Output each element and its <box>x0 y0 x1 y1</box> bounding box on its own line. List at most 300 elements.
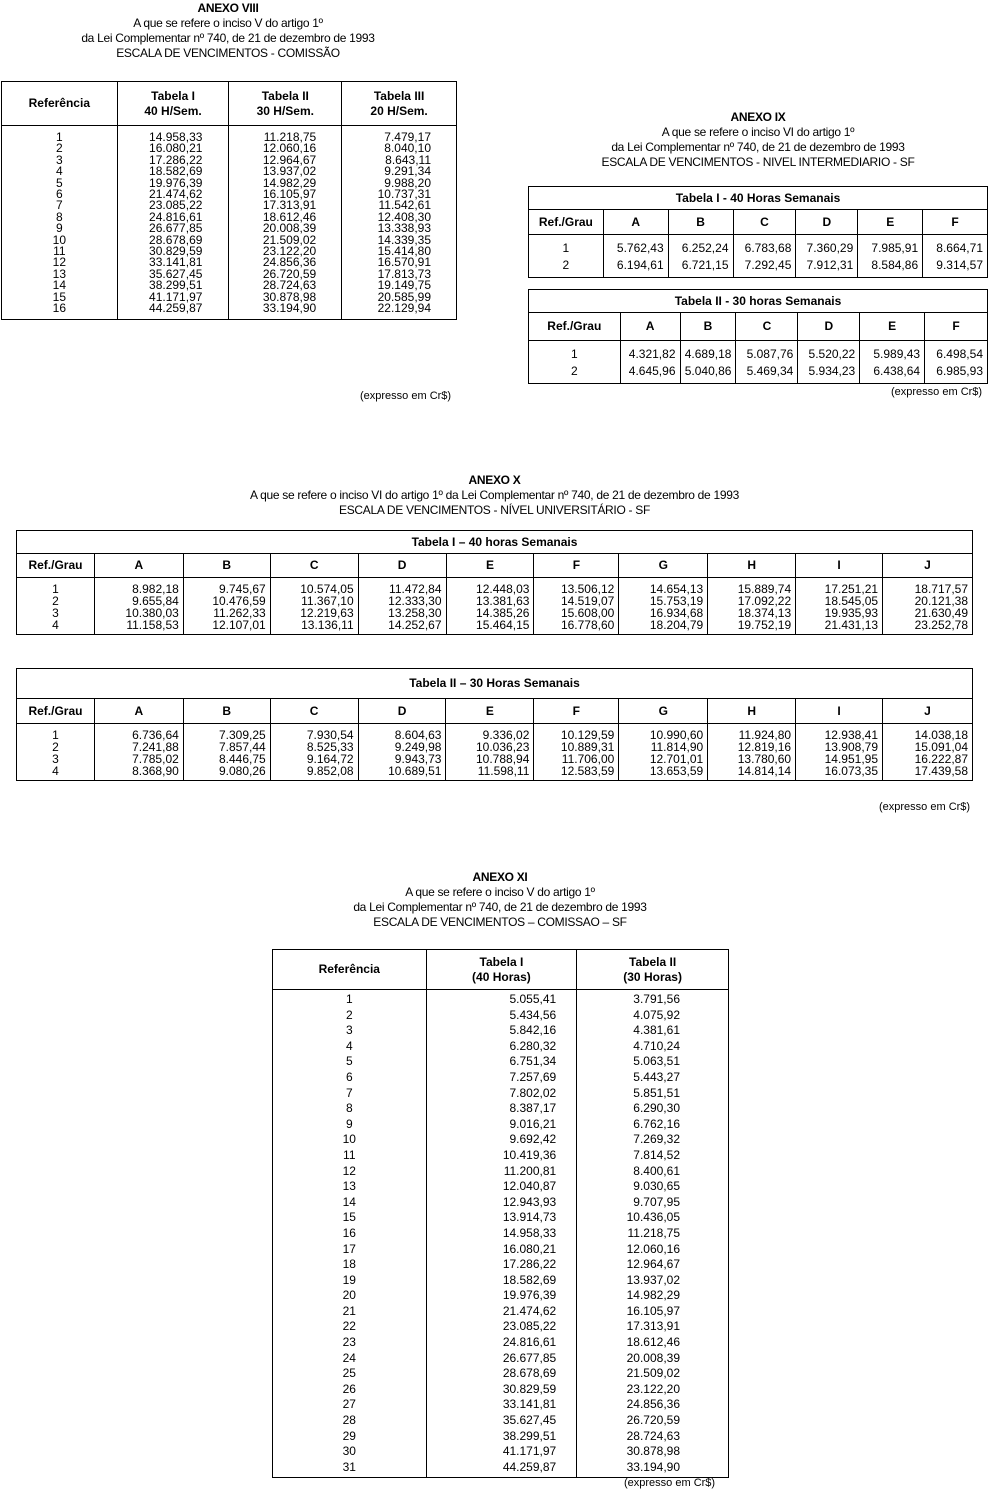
table-cell: 2 <box>55 141 63 156</box>
table-cell: 44.259,87 <box>149 301 203 316</box>
anexo-ix-header <box>528 110 988 170</box>
table-cell: 7.912,31 <box>806 258 854 272</box>
header-grau-e: E <box>858 210 923 235</box>
anexo-xi-line3: ESCALA DE VENCIMENTOS – COMISSAO – SF <box>373 915 627 929</box>
header-grau-a: A <box>620 313 680 341</box>
table-cell: 26.720,59 <box>262 266 317 281</box>
table-cell: 8 <box>345 1101 353 1116</box>
table-cell: 33.194,90 <box>262 301 317 316</box>
row-ref: 2 <box>562 258 570 272</box>
table-cell: 13.937,02 <box>626 1272 680 1287</box>
table-cell: 10.380,03 <box>125 606 179 620</box>
table-cell: 14.982,29 <box>262 175 317 190</box>
table-cell: 4 <box>345 1038 353 1053</box>
table-cell: 7.257,69 <box>509 1069 557 1084</box>
table-cell: 6.736,64 <box>132 728 179 742</box>
table-cell: 10.574,05 <box>300 582 354 596</box>
table-cell: 17.813,73 <box>377 266 431 281</box>
table-cell: 19.149,75 <box>377 278 431 293</box>
anexo-x-tabela-ii-body <box>17 724 973 781</box>
table-cell: 6.783,68 <box>744 241 792 255</box>
a11-t2-column <box>577 992 728 1475</box>
table-cell: 14 <box>342 1194 356 1209</box>
table-cell: 9.988,20 <box>384 175 431 190</box>
table-cell: 14.814,14 <box>737 764 792 778</box>
header-grau-f: F <box>925 313 988 341</box>
table-cell: 21.474,62 <box>502 1303 557 1318</box>
table-cell: 14.252,67 <box>388 618 442 632</box>
table-cell: 21 <box>342 1303 356 1318</box>
table-cell: 24.856,36 <box>262 255 317 270</box>
table-cell: 8.525,33 <box>306 740 354 754</box>
table-cell: 16.105,97 <box>262 187 317 202</box>
header-grau-h: H <box>708 699 796 724</box>
table-cell: 23.085,22 <box>502 1319 557 1334</box>
header-ref-grau: Ref./Grau <box>17 554 95 578</box>
header-ref-grau: Ref./Grau <box>529 313 621 341</box>
table-cell: 3.791,56 <box>633 992 680 1006</box>
table-cell: 5.087,76 <box>746 347 794 361</box>
anexo-x-line1: A que se refere o inciso VI do artigo 1º da Lei Complementar nº 740, de 21 de dezembro de 1993 <box>250 488 739 502</box>
anexo-viii-line1: A que se refere o inciso V do artigo 1º <box>133 16 323 30</box>
anexo-ix-line3: ESCALA DE VENCIMENTOS - NIVEL INTERMEDIARIO - SF <box>601 155 915 169</box>
table-cell: 7.269,32 <box>633 1132 680 1147</box>
table-cell: 7.814,52 <box>633 1147 680 1162</box>
table-cell: 8.446,75 <box>218 752 266 766</box>
table-cell: 5.434,56 <box>509 1007 557 1022</box>
table-cell: 7.292,45 <box>744 258 792 272</box>
table-cell: 10.036,23 <box>476 740 530 754</box>
table-cell: 26.720,59 <box>626 1413 680 1428</box>
table-cell: 18.374,13 <box>737 606 792 620</box>
table-cell: 10.436,05 <box>626 1210 680 1225</box>
table-cell: 16.080,21 <box>149 141 203 156</box>
header-grau-f: F <box>923 210 988 235</box>
table-cell: 16.934,68 <box>649 606 704 620</box>
table-cell: 3 <box>55 152 63 167</box>
header-grau-g: G <box>619 699 708 724</box>
table-cell: 24.856,36 <box>626 1397 680 1412</box>
table-cell: 5.040,86 <box>684 364 732 378</box>
table-cell: 6 <box>55 187 63 202</box>
header-grau-a: A <box>603 210 668 235</box>
anexo-xi-table <box>272 949 729 1478</box>
table-cell: 33.141,81 <box>502 1397 557 1412</box>
row-ref: 2 <box>52 594 59 608</box>
table-cell: 18 <box>342 1257 356 1272</box>
table-cell: 10.476,59 <box>212 594 266 608</box>
table-cell: 6.438,64 <box>873 364 921 378</box>
table-cell: 14.958,33 <box>149 130 203 144</box>
table-cell: 9.164,72 <box>306 752 354 766</box>
table-cell: 33.141,81 <box>149 255 203 270</box>
table-cell: 41.171,97 <box>502 1444 557 1459</box>
table-cell: 7.857,44 <box>218 740 266 754</box>
table-cell: 30.829,59 <box>149 244 203 259</box>
anexo-xi-line1: A que se refere o inciso V do artigo 1º <box>405 885 595 899</box>
table-cell: 20 <box>342 1288 356 1303</box>
anexo-ix-line1: A que se refere o inciso VI do artigo 1º <box>661 125 855 139</box>
table-cell: 19.935,93 <box>824 606 879 620</box>
table-row <box>17 724 973 781</box>
anexo-x-tabela-ii <box>16 668 973 781</box>
anexo-x-tabela-i-body <box>17 578 973 635</box>
table-cell: 9.745,67 <box>219 582 266 596</box>
table-cell: 5.762,43 <box>616 241 664 255</box>
table-cell: 16 <box>342 1225 356 1240</box>
table-cell: 7 <box>345 1085 353 1100</box>
row-ref: 3 <box>52 606 59 620</box>
table-cell: 5 <box>345 1054 353 1069</box>
table-cell: 38.299,51 <box>502 1428 557 1443</box>
table-cell: 38.299,51 <box>149 278 203 293</box>
table-cell: 11.218,75 <box>263 130 317 144</box>
table-cell: 16.222,87 <box>914 752 968 766</box>
table-cell: 12.943,93 <box>502 1194 557 1209</box>
table-cell: 8 <box>55 209 63 224</box>
table-cell: 11.262,33 <box>213 606 266 620</box>
table-cell: 12.964,67 <box>626 1257 680 1272</box>
row-ref: 2 <box>52 740 59 754</box>
table-cell: 30.878,98 <box>262 289 317 304</box>
table-cell: 4.381,61 <box>633 1023 680 1038</box>
anexo-x-title: ANEXO X <box>468 473 521 487</box>
table-cell: 11.367,10 <box>301 594 354 608</box>
table-cell: 15.608,00 <box>560 606 615 620</box>
anexo-x-note: (expresso em Cr$) <box>879 801 971 813</box>
row-ref: 1 <box>52 728 59 742</box>
table-cell: 15.889,74 <box>737 582 792 596</box>
row-ref: 1 <box>562 241 570 255</box>
anexo-ix-note: (expresso em Cr$) <box>891 386 983 398</box>
table-cell: 16.073,35 <box>824 764 879 778</box>
table-cell: 11 <box>53 244 66 259</box>
row-ref: 3 <box>52 752 59 766</box>
a8-t3-column <box>342 132 456 315</box>
anexo-x-tabela-ii-title: Tabela II – 30 Horas Semanais <box>17 669 973 699</box>
anexo-x-line2: ESCALA DE VENCIMENTOS - NÍVEL UNIVERSITÁRIO - SF <box>338 503 650 517</box>
header-grau-d: D <box>358 699 446 724</box>
anexo-xi-title: ANEXO XI <box>472 870 528 884</box>
table-cell: 9.080,26 <box>218 764 266 778</box>
table-cell: 7.930,54 <box>306 728 354 742</box>
anexo-ix-tabela-i-title: Tabela I - 40 Horas Semanais <box>529 187 988 210</box>
table-cell: 4 <box>55 164 63 179</box>
table-cell: 11.542,61 <box>378 198 431 213</box>
table-cell: 14.958,33 <box>502 1225 557 1240</box>
table-cell: 17.092,22 <box>737 594 792 608</box>
table-cell: 11.814,90 <box>650 740 704 754</box>
table-cell: 18.717,57 <box>914 582 968 596</box>
table-cell: 29 <box>342 1428 356 1443</box>
a8-t1-column <box>118 132 229 315</box>
table-cell: 13.937,02 <box>262 164 317 179</box>
header-grau-i: I <box>796 554 883 578</box>
anexo-viii-line2: da Lei Complementar nº 740, de 21 de dezembro de 1993 <box>81 31 375 45</box>
table-cell: 17.251,21 <box>824 582 879 596</box>
table-cell: 14.038,18 <box>914 728 968 742</box>
table-cell: 7.241,88 <box>132 740 179 754</box>
a11-header-tabela-ii: Tabela II (30 Horas) <box>577 950 729 990</box>
table-cell: 11.472,84 <box>389 582 442 596</box>
header-grau-j: J <box>883 554 973 578</box>
anexo-viii-header <box>0 1 456 61</box>
table-cell: 10.419,36 <box>502 1147 557 1162</box>
table-cell: 5 <box>55 175 63 190</box>
table-cell: 28 <box>342 1413 356 1428</box>
table-cell: 21.630,49 <box>914 606 968 620</box>
header-grau-c: C <box>270 699 358 724</box>
table-cell: 41.171,97 <box>149 289 203 304</box>
table-cell: 25 <box>342 1366 356 1381</box>
a8-ref-column <box>2 132 117 315</box>
header-grau-a: A <box>94 699 183 724</box>
table-cell: 8.368,90 <box>132 764 179 778</box>
anexo-viii-line3: ESCALA DE VENCIMENTOS - COMISSÃO <box>116 46 340 60</box>
table-cell: 21.474,62 <box>149 187 203 202</box>
anexo-ix-tabela-ii <box>528 289 988 384</box>
anexo-x-tabela-i <box>16 530 973 635</box>
table-cell: 12.107,01 <box>212 618 266 632</box>
table-cell: 5.063,51 <box>633 1054 680 1069</box>
header-grau-j: J <box>883 699 973 724</box>
table-cell: 10.129,59 <box>560 728 615 742</box>
table-cell: 13.914,73 <box>502 1210 557 1225</box>
table-cell: 7.785,02 <box>132 752 179 766</box>
anexo-xi-note: (expresso em Cr$) <box>624 1477 716 1489</box>
header-grau-b: B <box>183 699 270 724</box>
header-grau-g: G <box>619 554 708 578</box>
anexo-ix-line2: da Lei Complementar nº 740, de 21 de dezembro de 1993 <box>611 140 905 154</box>
table-cell: 12.819,16 <box>737 740 792 754</box>
table-row <box>529 341 988 384</box>
table-cell: 14 <box>52 278 66 293</box>
table-cell: 9.655,84 <box>132 594 179 608</box>
anexo-viii-title: ANEXO VIII <box>197 1 259 15</box>
table-cell: 3 <box>345 1023 353 1038</box>
header-grau-b: B <box>668 210 733 235</box>
table-cell: 23.122,20 <box>626 1381 680 1396</box>
a11-t1-column <box>427 992 577 1475</box>
table-cell: 13 <box>342 1179 356 1194</box>
table-cell: 30.878,98 <box>626 1444 680 1459</box>
table-cell: 21.509,02 <box>262 232 317 247</box>
table-cell: 19 <box>342 1272 356 1287</box>
table-cell: 12.060,16 <box>626 1241 680 1256</box>
table-cell: 20.008,39 <box>626 1350 680 1365</box>
table-cell: 9.030,65 <box>633 1179 680 1194</box>
anexo-ix-tabela-i <box>528 186 988 278</box>
row-ref: 4 <box>52 764 59 778</box>
table-cell: 11.598,11 <box>477 764 530 778</box>
header-grau-c: C <box>270 554 358 578</box>
table-cell: 8.040,10 <box>384 141 431 156</box>
table-cell: 19.976,39 <box>502 1288 557 1303</box>
table-cell: 5.934,23 <box>808 364 856 378</box>
table-cell: 16 <box>52 301 66 316</box>
header-grau-c: C <box>733 210 796 235</box>
table-cell: 9.852,08 <box>306 764 354 778</box>
table-cell: 12 <box>342 1163 356 1178</box>
table-cell: 12.583,59 <box>560 764 615 778</box>
header-grau-a: A <box>94 554 183 578</box>
table-cell: 13.258,30 <box>388 606 442 620</box>
header-grau-e: E <box>446 699 534 724</box>
header-grau-h: H <box>708 554 796 578</box>
anexo-x-header <box>0 473 989 518</box>
table-cell: 11.218,75 <box>627 1225 680 1240</box>
table-cell: 7.309,25 <box>218 728 266 742</box>
table-cell: 18.612,46 <box>262 209 317 224</box>
table-cell: 12.060,16 <box>262 141 317 156</box>
table-cell: 12.701,01 <box>649 752 704 766</box>
table-cell: 26 <box>342 1381 356 1396</box>
table-cell: 9 <box>55 221 63 236</box>
header-grau-d: D <box>796 210 858 235</box>
table-cell: 7.802,02 <box>509 1085 557 1100</box>
table-cell: 4.321,82 <box>628 347 676 361</box>
row-ref: 4 <box>52 618 59 632</box>
table-cell: 24.816,61 <box>502 1335 557 1350</box>
table-cell: 26.677,85 <box>502 1350 557 1365</box>
table-cell: 21.431,13 <box>824 618 879 632</box>
a8-t2-column <box>229 132 341 315</box>
table-row <box>529 235 988 278</box>
table-cell: 35.627,45 <box>502 1413 557 1428</box>
table-cell: 17.439,58 <box>914 764 968 778</box>
table-cell: 9.692,42 <box>509 1132 557 1147</box>
table-cell: 14.654,13 <box>649 582 704 596</box>
header-tabela-i: Tabela I 40 H/Sem. <box>117 82 229 126</box>
table-cell: 11.706,00 <box>561 752 615 766</box>
table-cell: 18.612,46 <box>626 1335 680 1350</box>
table-cell: 8.982,18 <box>132 582 179 596</box>
table-cell: 7 <box>55 198 63 213</box>
table-cell: 15.753,19 <box>649 594 704 608</box>
a11-header-tabela-i: Tabela I (40 Horas) <box>426 950 577 990</box>
table-cell: 4.689,18 <box>684 347 732 361</box>
table-cell: 33.194,90 <box>626 1459 680 1474</box>
table-cell: 12.219,63 <box>300 606 354 620</box>
anexo-viii-note: (expresso em Cr$) <box>360 390 452 402</box>
header-grau-d: D <box>358 554 446 578</box>
table-row <box>17 578 973 635</box>
table-cell: 18.582,69 <box>502 1272 557 1287</box>
table-cell: 6.194,61 <box>616 258 664 272</box>
table-cell: 22 <box>342 1319 356 1334</box>
table-cell: 12.333,30 <box>388 594 442 608</box>
table-cell: 10 <box>52 232 66 247</box>
table-cell: 26.677,85 <box>149 221 203 236</box>
table-cell: 10.689,51 <box>388 764 442 778</box>
table-cell: 44.259,87 <box>502 1459 557 1474</box>
table-cell: 14.339,35 <box>377 232 431 247</box>
header-grau-d: D <box>798 313 860 341</box>
table-cell: 11.200,81 <box>503 1163 557 1178</box>
table-cell: 10.990,60 <box>649 728 704 742</box>
table-cell: 13.506,12 <box>560 582 615 596</box>
table-cell: 30 <box>342 1444 356 1459</box>
table-cell: 12 <box>52 255 66 270</box>
table-cell: 19.976,39 <box>149 175 203 190</box>
table-cell: 11.924,80 <box>738 728 792 742</box>
table-cell: 14.385,26 <box>476 606 530 620</box>
table-cell: 14.519,07 <box>560 594 615 608</box>
table-cell: 24 <box>342 1350 356 1365</box>
table-cell: 5.055,41 <box>509 992 557 1006</box>
header-grau-c: C <box>736 313 798 341</box>
table-cell: 2 <box>345 1007 353 1022</box>
anexo-ix-title: ANEXO IX <box>730 110 786 124</box>
table-cell: 15.091,04 <box>914 740 968 754</box>
table-cell: 5.842,16 <box>509 1023 557 1038</box>
table-cell: 9.707,95 <box>633 1194 680 1209</box>
table-cell: 7.985,91 <box>871 241 919 255</box>
header-ref-grau: Ref./Grau <box>529 210 604 235</box>
table-cell: 13.908,79 <box>824 740 879 754</box>
table-cell: 31 <box>342 1459 356 1474</box>
table-cell: 6.252,24 <box>681 241 729 255</box>
table-cell: 7.479,17 <box>384 130 431 144</box>
table-cell: 9.016,21 <box>509 1116 557 1131</box>
table-cell: 8.387,17 <box>509 1101 557 1116</box>
table-cell: 6.985,93 <box>936 364 983 378</box>
table-cell: 23.085,22 <box>149 198 203 213</box>
table-cell: 23.252,78 <box>914 618 968 632</box>
header-grau-e: E <box>860 313 925 341</box>
table-cell: 13.780,60 <box>737 752 792 766</box>
table-cell: 15 <box>52 289 66 304</box>
table-cell: 17.313,91 <box>262 198 317 213</box>
header-grau-e: E <box>446 554 534 578</box>
table-cell: 10.737,31 <box>377 187 431 202</box>
table-cell: 12.964,67 <box>262 152 317 167</box>
table-cell: 12.938,41 <box>824 728 879 742</box>
table-cell: 6.751,34 <box>509 1054 557 1069</box>
header-tabela-iii: Tabela III 20 H/Sem. <box>342 82 457 126</box>
table-cell: 20.008,39 <box>262 221 317 236</box>
table-cell: 16.105,97 <box>626 1303 680 1318</box>
table-cell: 13 <box>52 266 66 281</box>
table-cell: 20.121,38 <box>914 594 968 608</box>
table-cell: 10 <box>342 1132 356 1147</box>
table-cell: 28.678,69 <box>502 1366 557 1381</box>
table-cell: 17.286,22 <box>502 1257 557 1272</box>
table-cell: 24.816,61 <box>149 209 203 224</box>
table-cell: 35.627,45 <box>149 266 203 281</box>
table-cell: 13.653,59 <box>649 764 704 778</box>
anexo-xi-line2: da Lei Complementar nº 740, de 21 de dezembro de 1993 <box>353 900 647 914</box>
header-grau-b: B <box>680 313 736 341</box>
table-cell: 8.643,11 <box>385 152 431 167</box>
table-cell: 8.604,63 <box>394 728 442 742</box>
table-cell: 9 <box>345 1116 353 1131</box>
table-cell: 16.080,21 <box>502 1241 557 1256</box>
table-cell: 10.889,31 <box>560 740 615 754</box>
table-cell: 16.570,91 <box>377 255 431 270</box>
header-grau-f: F <box>534 554 619 578</box>
table-cell: 9.336,02 <box>482 728 530 742</box>
table-cell: 11.158,53 <box>126 618 179 632</box>
table-cell: 13.338,93 <box>377 221 431 236</box>
table-cell: 1 <box>55 130 63 144</box>
table-cell: 5.989,43 <box>873 347 921 361</box>
table-cell: 16.778,60 <box>560 618 615 632</box>
table-cell: 15 <box>342 1210 356 1225</box>
table-cell: 28.678,69 <box>149 232 203 247</box>
table-cell: 15.464,15 <box>476 618 530 632</box>
header-grau-i: I <box>796 699 883 724</box>
